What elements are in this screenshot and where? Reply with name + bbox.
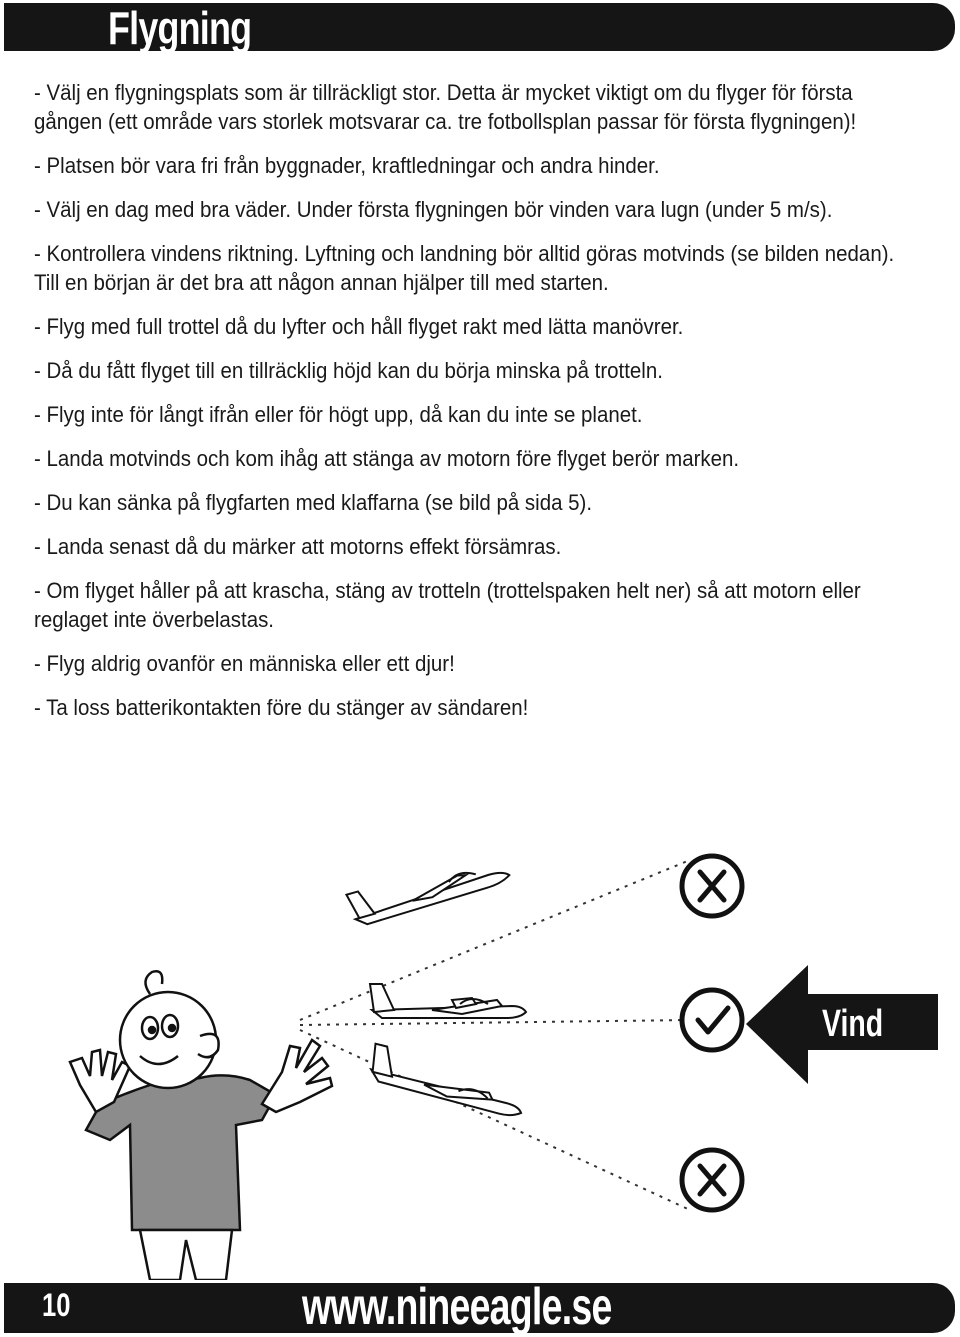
glider-icon	[366, 1044, 528, 1119]
list-item: - Landa motvinds och kom ihåg att stänga av motorn före flyget berör marken.	[34, 446, 740, 471]
glider-icon	[346, 850, 511, 927]
instruction-list	[34, 78, 934, 722]
list-item: - Kontrollera vindens riktning. Lyftning och landning bör alltid göras motvinds (se bilden nedan). Till en början är det bra att någon annan hjälper till med starten.	[34, 241, 895, 295]
list-item: - Flyg aldrig ovanför en människa eller ett djur!	[34, 651, 455, 676]
list-item: - Du kan sänka på flygfarten med klaffarna (se bild på sida 5).	[34, 490, 593, 515]
website-url: www.nineeagle.se	[302, 1278, 612, 1336]
list-item: - Ta loss batterikontakten före du stänger av sändaren!	[34, 695, 529, 720]
list-item: - Då du fått flyget till en tillräcklig höjd kan du börja minska på trotteln.	[34, 358, 663, 383]
wind-arrow	[746, 965, 938, 1084]
page-title: Flygning	[108, 2, 252, 54]
list-item: - Landa senast då du märker att motorns effekt försämras.	[34, 534, 562, 559]
footer-bar	[4, 1278, 955, 1336]
list-item: - Flyg med full trottel då du lyfter och håll flyget rakt med lätta manövrer.	[34, 314, 684, 339]
takeoff-illustration	[0, 840, 960, 1280]
list-item: - Välj en flygningsplats som är tillräckligt stor. Detta är mycket viktigt om du flyger för första gången (ett område vars storlek motsvarar ca. tre fotbollsplan passar för första flygningen)!	[34, 80, 857, 134]
check-circle-icon	[682, 990, 742, 1050]
x-circle-icon	[682, 856, 742, 916]
glider-icon	[370, 984, 526, 1018]
cartoon-boy	[70, 971, 332, 1280]
list-item: - Flyg inte för långt ifrån eller för högt upp, då kan du inte se planet.	[34, 402, 643, 427]
header-bar	[4, 2, 955, 54]
list-item: - Platsen bör vara fri från byggnader, kraftledningar och andra hinder.	[34, 153, 660, 178]
list-item: - Välj en dag med bra väder. Under första flygningen bör vinden vara lugn (under 5 m/s).	[34, 197, 833, 222]
list-item: - Om flyget håller på att krascha, stäng av trotteln (trottelspaken helt ner) så att motorn eller reglaget inte överbelastas.	[34, 578, 861, 632]
page-number: 10	[42, 1287, 71, 1323]
wind-label: Vind	[822, 1003, 884, 1046]
x-circle-icon	[682, 1150, 742, 1210]
